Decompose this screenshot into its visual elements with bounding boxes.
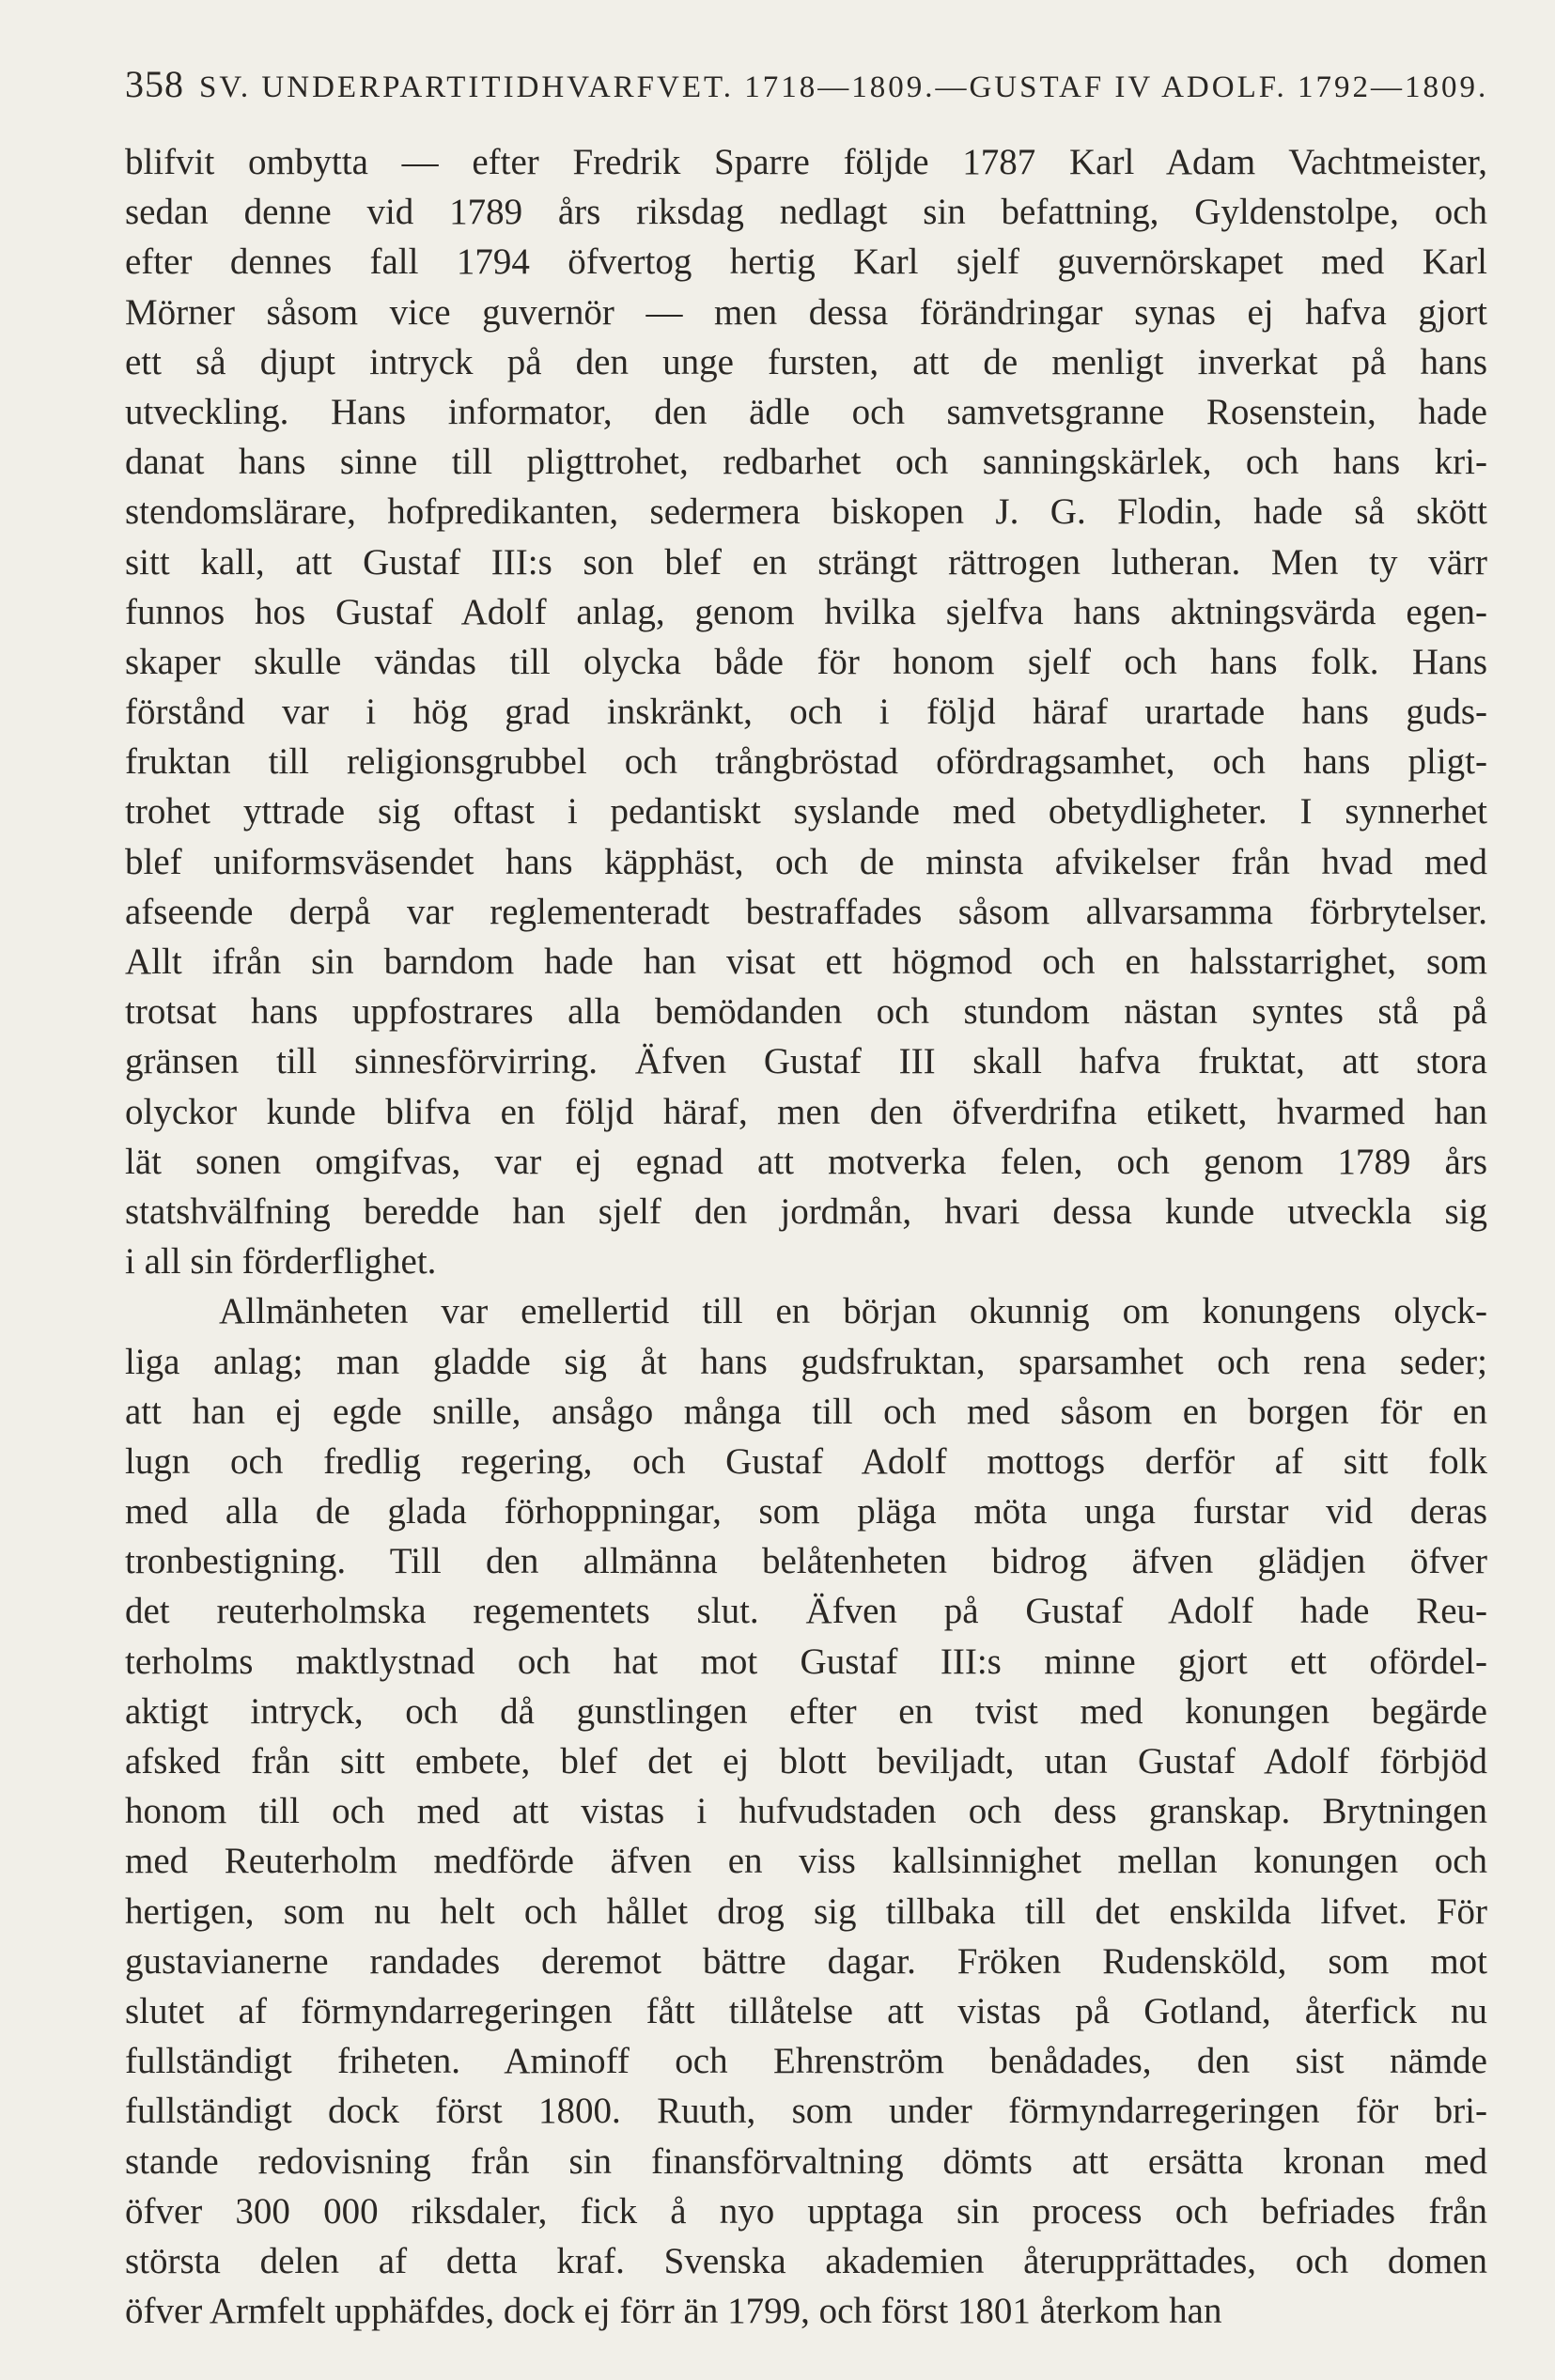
page-number: 358 bbox=[125, 63, 184, 105]
text-line: sedan denne vid 1789 års riksdag nedlagt sin befattning, Gyldenstolpe, och bbox=[125, 192, 1487, 233]
text-line: Allt ifrån sin barndom hade han visat ett högmod och en halsstarrighet, som bbox=[125, 941, 1487, 982]
text-line: terholms maktlystnad och hat mot Gustaf III:s minne gjort ett ofördel- bbox=[125, 1641, 1487, 1682]
text-line: afsked från sitt embete, blef det ej blott beviljadt, utan Gustaf Adolf förbjöd bbox=[125, 1741, 1487, 1781]
text-line: fruktan till religionsgrubbel och trångbröstad ofördragsamhet, och hans pligt- bbox=[125, 741, 1487, 783]
text-line: att han ej egde snille, ansågo många till och med såsom en borgen för en bbox=[125, 1391, 1487, 1432]
text-line: i all sin förderflighet. bbox=[125, 1241, 437, 1283]
text-line: största delen af detta kraf. Svenska akademien återupprättades, och domen bbox=[125, 2240, 1487, 2281]
text-line: Mörner såsom vice guvernör — men dessa förändringar synas ej hafva gjort bbox=[125, 291, 1487, 333]
text-line: lugn och fredlig regering, och Gustaf Adolf mottogs derför af sitt folk bbox=[125, 1440, 1487, 1482]
text-line: trotsat hans uppfostrares alla bemödanden och stundom nästan syntes stå på bbox=[125, 991, 1487, 1033]
text-line: danat hans sinne till pligttrohet, redbarhet och sanningskärlek, och hans kri- bbox=[125, 442, 1487, 483]
text-line: förstånd var i hög grad inskränkt, och i följd häraf urartade hans guds- bbox=[125, 692, 1487, 733]
text-line: honom till och med att vistas i hufvudstaden och dess granskap. Brytningen bbox=[125, 1791, 1487, 1832]
text-line: med alla de glada förhoppningar, som pläga möta unga furstar vid deras bbox=[125, 1491, 1487, 1532]
text-line: statshvälfning beredde han sjelf den jordmån, hvari dessa kunde utveckla sig bbox=[125, 1190, 1487, 1232]
text-line: blifvit ombytta — efter Fredrik Sparre följde 1787 Karl Adam Vachtmeister, bbox=[125, 142, 1487, 182]
text-line: det reuterholmska regementets slut. Äfven på Gustaf Adolf hade Reu- bbox=[125, 1591, 1487, 1632]
text-line: skaper skulle vändas till olycka både för honom sjelf och hans folk. Hans bbox=[125, 641, 1487, 682]
text-line: tronbestigning. Till den allmänna belåtenheten bidrog äfven glädjen öfver bbox=[125, 1541, 1487, 1582]
text-line: hertigen, som nu helt och hållet drog sig tillbaka till det enskilda lifvet. För bbox=[125, 1890, 1487, 1932]
text-line: fullständigt dock först 1800. Ruuth, som under förmyndarregeringen för bri- bbox=[125, 2091, 1487, 2132]
body-text bbox=[125, 137, 1487, 2336]
text-line: liga anlag; man gladde sig åt hans gudsfruktan, sparsamhet och rena seder; bbox=[125, 1341, 1487, 1382]
text-line: stendomslärare, hofpredikanten, sedermera biskopen J. G. Flodin, hade så skött bbox=[125, 491, 1487, 533]
text-line: lät sonen omgifvas, var ej egnad att motverka felen, och genom 1789 års bbox=[125, 1141, 1487, 1182]
text-line: öfver Armfelt upphäfdes, dock ej förr än 1799, och först 1801 återkom han bbox=[125, 2291, 1222, 2332]
text-line: ett så djupt intryck på den unge fursten, att de menligt inverkat på hans bbox=[125, 341, 1487, 382]
text-line: öfver 300 000 riksdaler, fick å nyo upptaga sin process och befriades från bbox=[125, 2190, 1487, 2232]
paragraph bbox=[125, 1286, 1487, 2336]
text-line: trohet yttrade sig oftast i pedantiskt syslande med obetydligheter. I synnerhet bbox=[125, 791, 1487, 832]
text-line: stande redovisning från sin finansförvaltning dömts att ersätta kronan med bbox=[125, 2140, 1487, 2182]
text-line: afseende derpå var reglementeradt bestraffades såsom allvarsamma förbrytelser. bbox=[125, 891, 1487, 932]
text-line: Allmänheten var emellertid till en början okunnig om konungens olyck- bbox=[219, 1291, 1487, 1332]
text-line: gränsen till sinnesförvirring. Äfven Gustaf III skall hafva fruktat, att stora bbox=[125, 1041, 1487, 1082]
text-line: aktigt intryck, och då gunstlingen efter en tvist med konungen begärde bbox=[125, 1690, 1487, 1732]
running-head bbox=[125, 56, 1487, 113]
running-title: SV. UNDERPARTITIDHVARFVET. 1718—1809.—GUSTAF IV ADOLF. 1792—1809. bbox=[199, 70, 1489, 104]
text-line: fullständigt friheten. Aminoff och Ehrenström benådades, den sist nämde bbox=[125, 2041, 1487, 2082]
text-line: blef uniformsväsendet hans käpphäst, och de minsta afvikelser från hvad med bbox=[125, 841, 1487, 882]
text-line: gustavianerne randades deremot bättre dagar. Fröken Rudensköld, som mot bbox=[125, 1940, 1487, 1982]
paragraph bbox=[125, 137, 1487, 1286]
text-line: slutet af förmyndarregeringen fått tillåtelse att vistas på Gotland, återfick nu bbox=[125, 1990, 1487, 2031]
text-line: utveckling. Hans informator, den ädle och samvetsgranne Rosenstein, hade bbox=[125, 391, 1487, 432]
text-line: efter dennes fall 1794 öfvertog hertig Karl sjelf guvernörskapet med Karl bbox=[125, 241, 1487, 283]
text-line: funnos hos Gustaf Adolf anlag, genom hvilka sjelfva hans aktningsvärda egen- bbox=[125, 591, 1487, 632]
text-line: olyckor kunde blifva en följd häraf, men den öfverdrifna etikett, hvarmed han bbox=[125, 1091, 1487, 1132]
text-line: sitt kall, att Gustaf III:s son blef en strängt rättrogen lutheran. Men ty värr bbox=[125, 541, 1487, 583]
text-line: med Reuterholm medförde äfven en viss kallsinnighet mellan konungen och bbox=[125, 1841, 1487, 1882]
